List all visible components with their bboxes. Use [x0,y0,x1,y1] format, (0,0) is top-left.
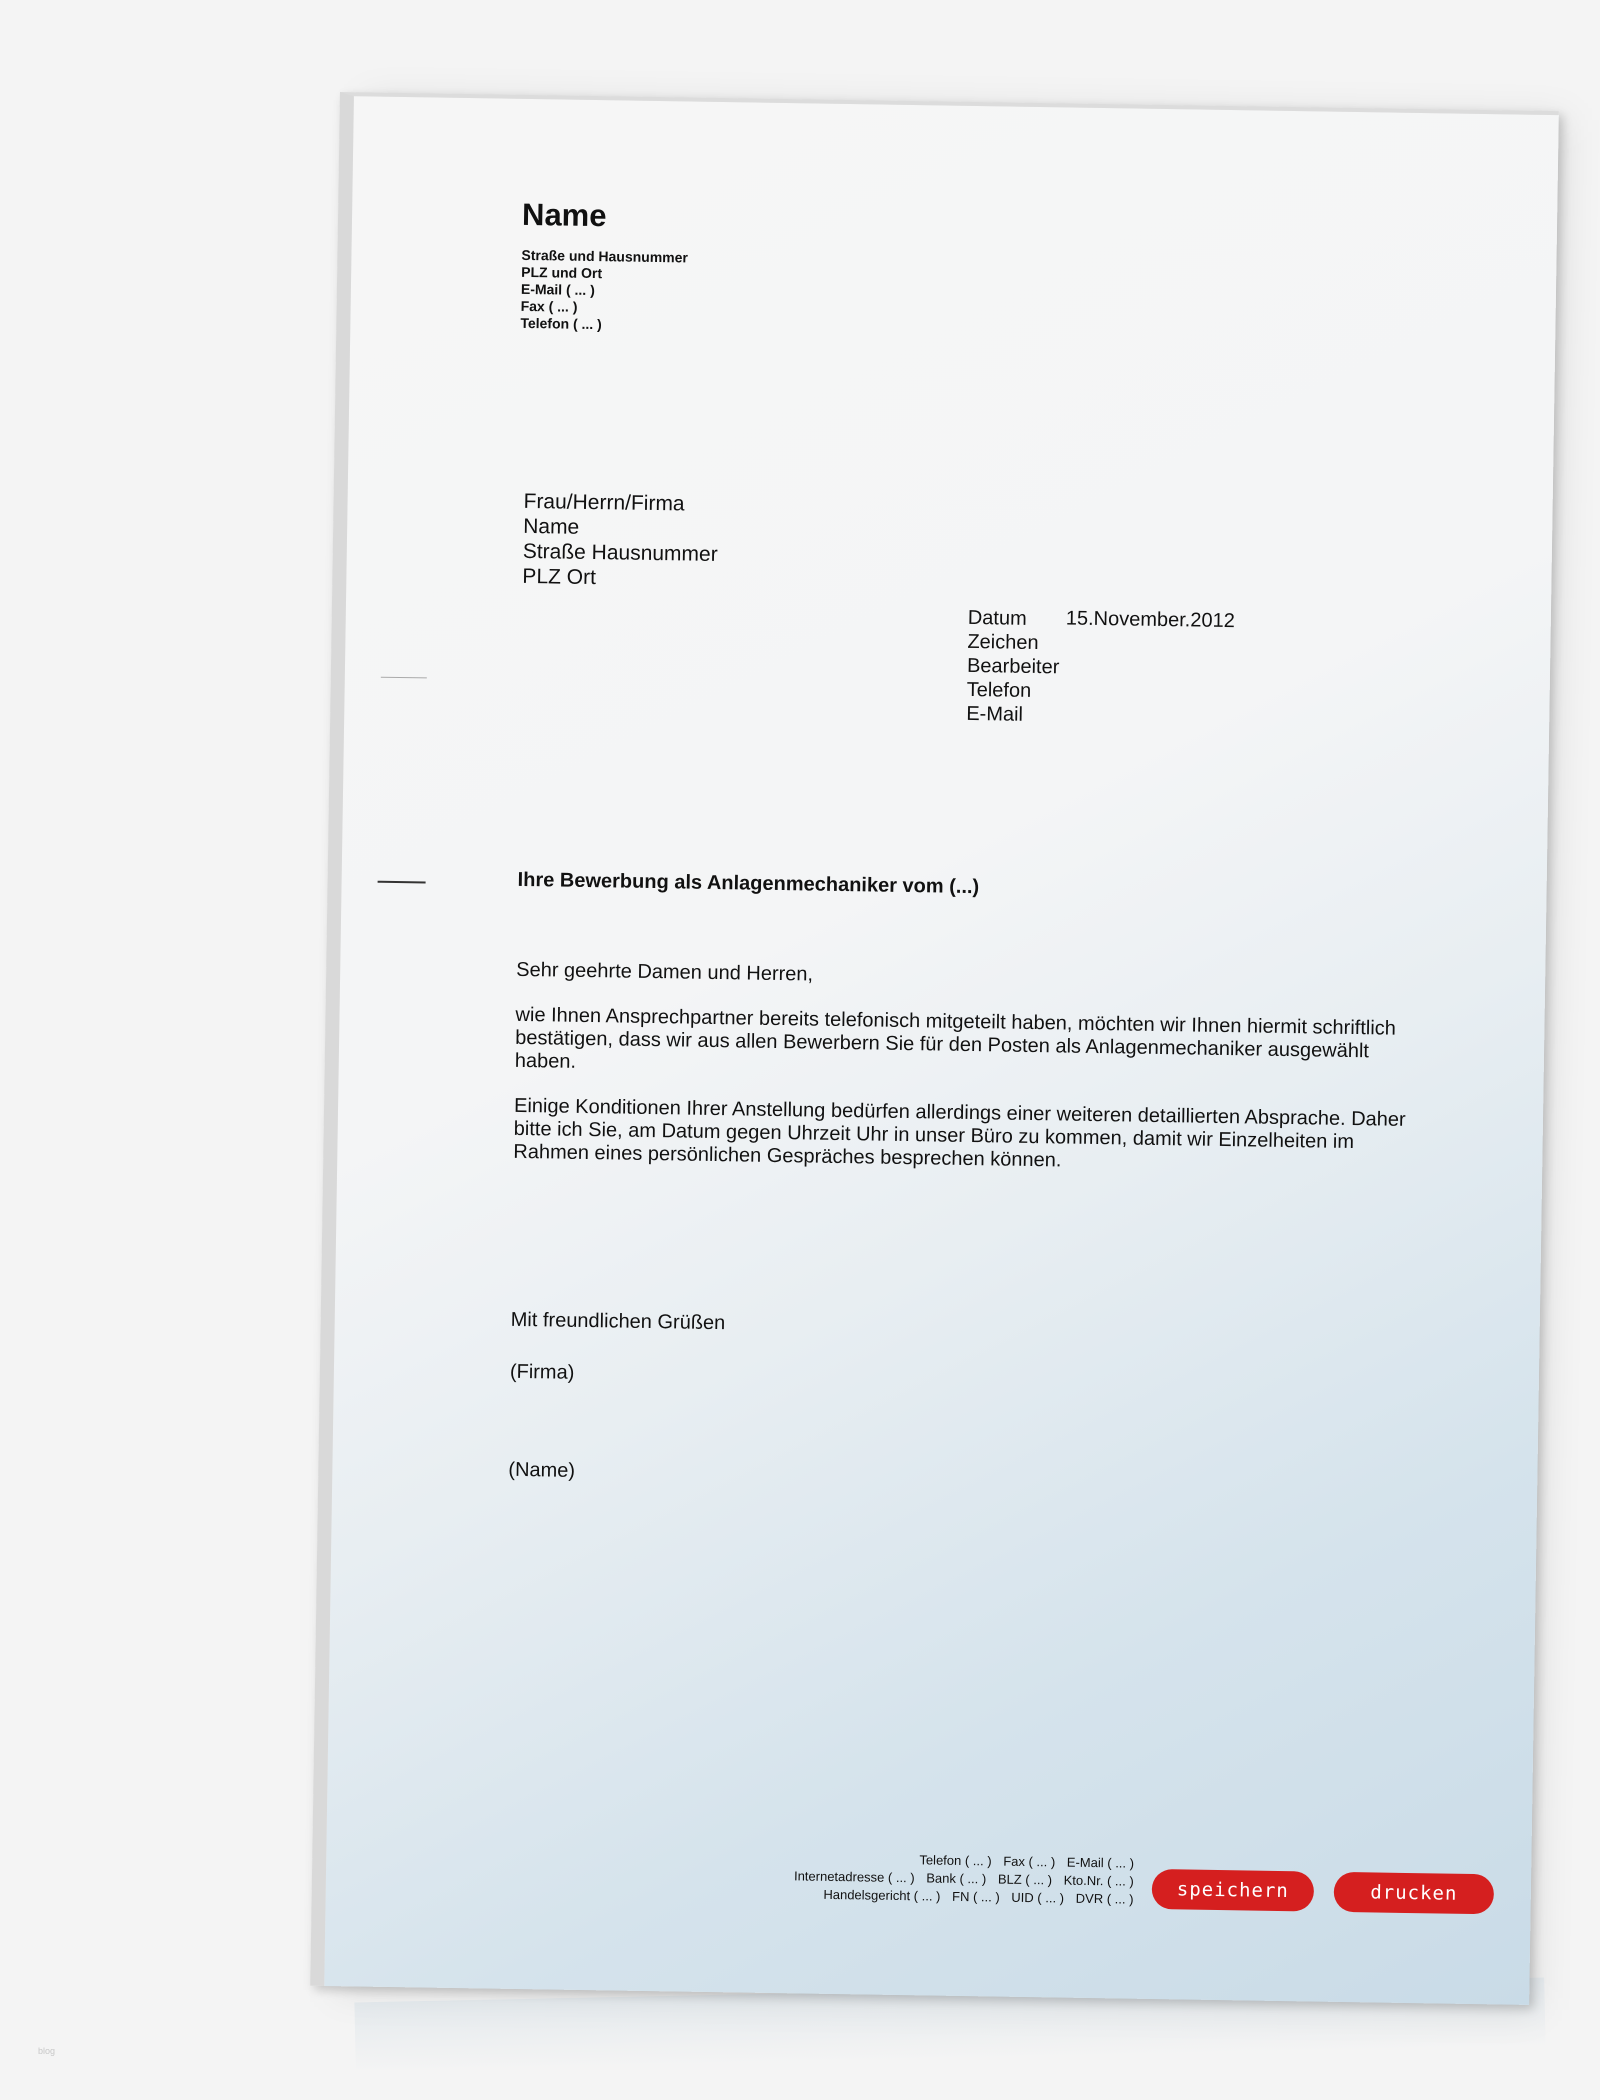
sender-phone: Telefon ( ... ) [520,314,602,333]
fold-mark-middle [378,881,426,884]
footer-email: E-Mail ( ... ) [1066,1854,1135,1871]
sender-fax: Fax ( ... ) [520,297,578,315]
footer-fn: FN ( ... ) [951,1888,1000,1905]
recipient-street: Straße Hausnummer [522,539,718,566]
footer-website: Internetadresse ( ... ) [793,1868,915,1886]
label-reference: Zeichen [967,630,1039,655]
letter-closing: Mit freundlichen Grüßen [510,1308,726,1335]
sender-street: Straße und Hausnummer [521,246,689,266]
sender-address-block [520,247,688,335]
footer-fax: Fax ( ... ) [1003,1853,1056,1870]
letter-body [513,959,1416,1200]
recipient-city: PLZ Ort [522,564,597,590]
letter-salutation: Sehr geehrte Damen und Herren, [516,958,814,986]
print-button[interactable]: drucken [1334,1872,1495,1915]
letter-paragraph-1: wie Ihnen Ansprechpartner bereits telefonisch mitgeteilt haben, möchten wir Ihnen hiermit schriftlich bestätigen, dass wir aus allen Bewerbern Sie für den Posten als Anlagenmechaniker ausgewählt haben. [514,1003,1397,1073]
label-clerk: Bearbeiter [966,654,1060,679]
watermark-text: blog [38,2046,56,2056]
footer-contact-block [786,1849,1135,1908]
footer-phone: Telefon ( ... ) [919,1852,992,1869]
label-date: Datum [967,606,1027,630]
letter-page [310,92,1559,2005]
footer-court: Handelsgericht ( ... ) [823,1886,941,1904]
letter-subject: Ihre Bewerbung als Anlagenmechaniker vom (...) [517,868,980,899]
date-value: 15.November.2012 [1065,607,1235,633]
fold-mark-upper [381,677,427,679]
sender-email: E-Mail ( ... ) [520,280,595,299]
recipient-address-block [522,489,718,592]
sender-city: PLZ und Ort [521,263,603,282]
letter-signature-name: (Name) [508,1458,576,1482]
sender-name: Name [521,196,607,234]
letter-paragraph-2: Einige Konditionen Ihrer Anstellung bedürfen allerdings einer weiteren detaillierten Absprache. Daher bitte ich Sie, am Datum gegen Uhrzeit Uhr in unser Büro zu kommen, damit wir Einzelheiten im Rahmen eines persönlichen Gespräches besprechen können. [513,1094,1406,1172]
label-email: E-Mail [966,702,1024,726]
reference-labels [966,606,1060,727]
save-button[interactable]: speichern [1152,1869,1315,1912]
footer-bank: Bank ( ... ) [926,1870,987,1887]
footer-uid: UID ( ... ) [1011,1889,1065,1906]
label-phone: Telefon [966,678,1032,702]
footer-account: Kto.Nr. ( ... ) [1063,1872,1134,1889]
footer-dvr: DVR ( ... ) [1075,1890,1134,1907]
recipient-name: Name [523,514,580,539]
footer-blz: BLZ ( ... ) [997,1871,1053,1888]
recipient-salutation-line: Frau/Herrn/Firma [523,489,685,516]
letter-firm: (Firma) [509,1360,575,1384]
